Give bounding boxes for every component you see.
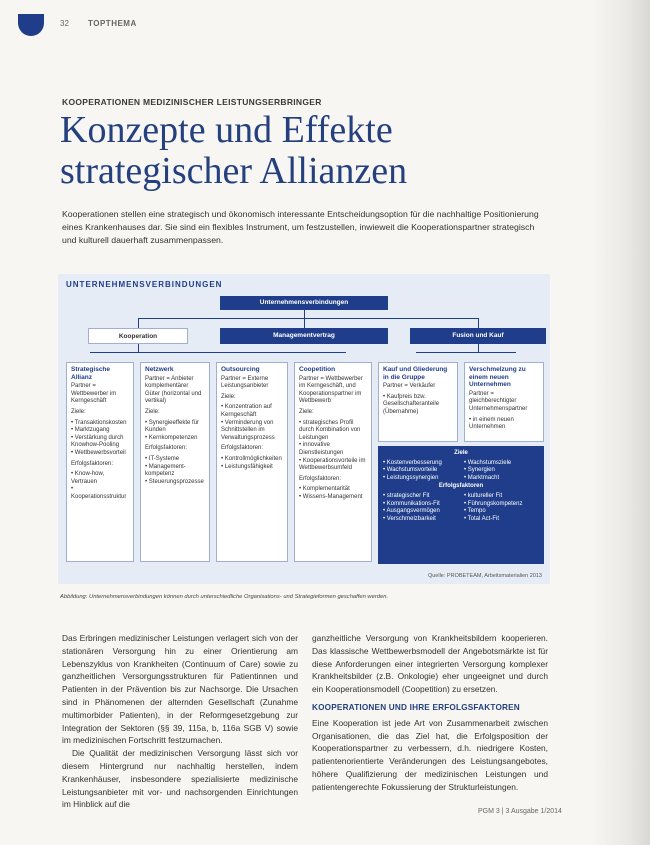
factors-label: Erfolgsfaktoren: (299, 475, 342, 482)
list-item: • Kommunikations-Fit (383, 501, 458, 509)
node-managementvertrag: Managementvertrag (220, 328, 388, 344)
list-item: • Führungskompetenz (464, 501, 539, 509)
list-item: • Total Act-Fit (464, 516, 539, 524)
goals-list (299, 420, 367, 473)
list-item: • Kernkompetenzen (145, 435, 205, 443)
goals-label: Ziele: (299, 408, 314, 415)
node-fusion-und-kauf: Fusion und Kauf (410, 328, 546, 344)
title-line-1: Konzepte und Effekte (60, 109, 393, 151)
root-node: Unternehmensverbindungen (220, 296, 388, 310)
connector (478, 344, 479, 352)
body-paragraph: ganzheitliche Versorgung von Krankheitsbildern kooperieren. Das klassische Wettbewerbsmodell der Angebotsmärkte ist für diese Anforderungen einer integrierten Versorgung komplexer Krankheitsbilder (z.B. Onkologie) eher ungeeignet und durch ein Kooperationsmodell (Coopetition) zu ersetzen. (312, 633, 548, 695)
column-outsourcing (216, 362, 288, 562)
column-title: Coopetition (299, 366, 336, 373)
list-item: • Verstärkung durch Knowhow-Pooling (71, 435, 129, 450)
list-item: • Marktzugang (71, 427, 129, 435)
section-label: TOPTHEMA (88, 19, 137, 28)
goals-label: Ziele: (221, 393, 236, 400)
list-item: • strategischer Fit (383, 493, 458, 501)
list-item: • innovative Dienstleistungen (299, 442, 367, 457)
list-item: • Management-kompetenz (145, 464, 205, 479)
body-column-left (62, 632, 298, 811)
body-column-right (312, 632, 548, 794)
list-item: • Kaufpreis bzw. Gesellschafteranteile (Übernahme) (383, 394, 453, 417)
column-strategische-allianz (66, 362, 134, 562)
column-partner: Partner = Wettbewerber im Kerngeschäft (71, 383, 117, 405)
list-item: • Synergieeffekte für Kunden (145, 420, 205, 435)
list-item: • Kooperationsstruktur (71, 486, 129, 501)
list-item: • Kostenverbesserung (383, 460, 458, 468)
list-item: • in einem neuen Unternehmen (469, 417, 539, 432)
column-coopetition (294, 362, 372, 562)
title-line-2: strategischer Allianzen (60, 150, 408, 192)
connector (304, 310, 305, 328)
node-kooperation: Kooperation (88, 328, 188, 344)
column-partner: Partner = Externe Leistungsanbieter (221, 375, 269, 390)
details-list (469, 417, 539, 432)
list-item: • Wachstumsziele (464, 460, 539, 468)
list-item: • Kooperationsvorteile im Wettbewerbsumfeld (299, 458, 367, 473)
list-item: • Komplementarität (299, 486, 367, 494)
column-title: Outsourcing (221, 366, 260, 373)
list-item: • Steuerungsprozesse (145, 479, 205, 487)
list-item: • Kontrollmöglichkeiten (221, 456, 283, 464)
article-lead: Kooperationen stellen eine strategisch und ökonomisch interessante Entscheidungsoption für die nachhaltige Positionierung eines Krankenhauses dar. Sie sind ein flexibles Instrument, um festzustellen, inwieweit die Kooperationspartner strategisch und kulturell dauerhaft zusammenpassen. (62, 209, 539, 245)
factors-label: Erfolgsfaktoren: (221, 445, 264, 452)
erfolgsfaktoren-heading: Erfolgsfaktoren (438, 483, 484, 490)
factors-label: Erfolgsfaktoren: (71, 460, 114, 467)
fusion-goals-panel (378, 446, 544, 564)
connector (90, 352, 346, 353)
goals-list (145, 420, 205, 443)
article-title (60, 110, 407, 192)
factors-list (299, 486, 367, 501)
connector (138, 344, 139, 352)
connector (416, 352, 516, 353)
goals-list (221, 404, 283, 442)
list-item: • Tempo (464, 508, 539, 516)
connector (138, 318, 478, 319)
list-item: • Marktmacht (464, 475, 539, 483)
list-item: • Wissens-Management (299, 494, 367, 502)
figure-heading: UNTERNEHMENSVERBINDUNGEN (66, 280, 223, 289)
column-partner: Partner = gleichberechtigter Unternehmenspartner (469, 390, 528, 412)
list-item: • strategisches Profil durch Kombination von Leistungen (299, 420, 367, 443)
connector (138, 318, 139, 328)
ziele-heading: Ziele (454, 450, 468, 456)
body-paragraph: Das Erbringen medizinischer Leistungen verlagert sich von der stationären Versorgung hin zu einer Orientierung am Lebenszyklus von Krankheiten (Continuum of Care) sowie zu ganzheitlichen Versorgungsstrukturen für Patientinnen und Patienten in der Prävention bis zur Nachsorge. Die Ursachen sind in Phänomenen der alternden Gesellschaft (Zunahme multimorbider Patienten), in der Reformgesetzgebung zur Integration der Sektoren (§§ 39, 115a, b, 116a SGB V) sowie im medizinischen Fortschritt festzumachen. (62, 633, 298, 746)
diagram-figure (58, 274, 550, 584)
details-list (383, 394, 453, 417)
list-item: • Konzentration auf Kerngeschäft (221, 404, 283, 419)
body-paragraph: Die Qualität der medizinischen Versorgung lässt sich vor diesem Hintergrund nur nachhaltig herstellen, indem Krankenhäuser, insbesondere spezialisierte medizinische Leistungsanbieter mit vor- und nachsorgenden Einrichtungen im Hinblick auf die (62, 748, 298, 810)
list-item: • Transaktionskosten (71, 420, 129, 428)
figure-source: Quelle: PROBETEAM, Arbeitsmaterialien 2013 (427, 573, 542, 579)
column-title: Verschmelzung zu einem neuen Unternehmen (469, 366, 526, 389)
list-item: • IT-Systeme (145, 456, 205, 464)
column-netzwerk (140, 362, 210, 562)
section-heading: KOOPERATIONEN UND IHRE ERFOLGSFAKTOREN (312, 702, 520, 712)
column-partner: Partner = Wettbewerber im Kerngeschäft, und Kooperationspartner im Wettbewerb (299, 375, 363, 405)
page-number: 32 (60, 19, 69, 28)
goals-list (71, 420, 129, 458)
list-item: • Synergien (464, 467, 539, 475)
factors-list (221, 456, 283, 471)
list-item: • Ausgangsvermögen (383, 508, 458, 516)
factors-list (71, 471, 129, 501)
article-kicker: KOOPERATIONEN MEDIZINISCHER LEISTUNGSERBRINGER (62, 97, 322, 107)
connector (478, 318, 479, 328)
list-item: • kultureller Fit (464, 493, 539, 501)
column-title: Kauf und Gliederung in die Gruppe (383, 366, 448, 381)
goals-label: Ziele: (145, 408, 160, 415)
column-title: Strategische Allianz (71, 366, 111, 381)
list-item: • Wachstumsvorteile (383, 467, 458, 475)
body-paragraph: Eine Kooperation ist jede Art von Zusammenarbeit zwischen Organisationen, die das Ziel hat, die Erfolgsposition der Kooperationspartner zu verbessern, d.h. niedrigere Kosten, patientenorientierte Veränderungen des Leistungsangebotes, höhere Qualifizierung der medizinischen Leistungen und patientengerechte Fokussierung der Strukturleistungen. (312, 717, 548, 792)
erfolgsfaktoren-grid (383, 493, 539, 523)
figure-caption: Abbildung: Unternehmensverbindungen können durch unterschiedliche Organisations- und Strategieformen geschaffen werden. (60, 594, 389, 600)
factors-label: Erfolgsfaktoren: (145, 445, 188, 452)
page-fold-shadow (590, 0, 650, 845)
list-item: • Wettbewerbsvorteil (71, 450, 129, 458)
factors-list (145, 456, 205, 486)
list-item: • Verschmelzbarkeit (383, 516, 458, 524)
list-item: • Verminderung von Schnittstellen im Verwaltungsprozess (221, 420, 283, 443)
page-footer: PGM 3 | 3 Ausgabe 1/2014 (478, 808, 562, 815)
column-partner: Partner = Anbieter komplementärer Güter (horizontal und vertikal) (145, 375, 202, 405)
column-verschmelzung (464, 362, 544, 442)
goals-label: Ziele: (71, 408, 86, 415)
list-item: • Know-how, Vertrauen (71, 471, 129, 486)
column-title: Netzwerk (145, 366, 174, 373)
list-item: • Leistungssynergien (383, 475, 458, 483)
column-partner: Partner = Verkäufer (383, 383, 436, 390)
section-tab-marker (18, 14, 44, 36)
ziele-grid (383, 460, 539, 483)
column-kauf (378, 362, 458, 442)
list-item: • Leistungsfähigkeit (221, 464, 283, 472)
